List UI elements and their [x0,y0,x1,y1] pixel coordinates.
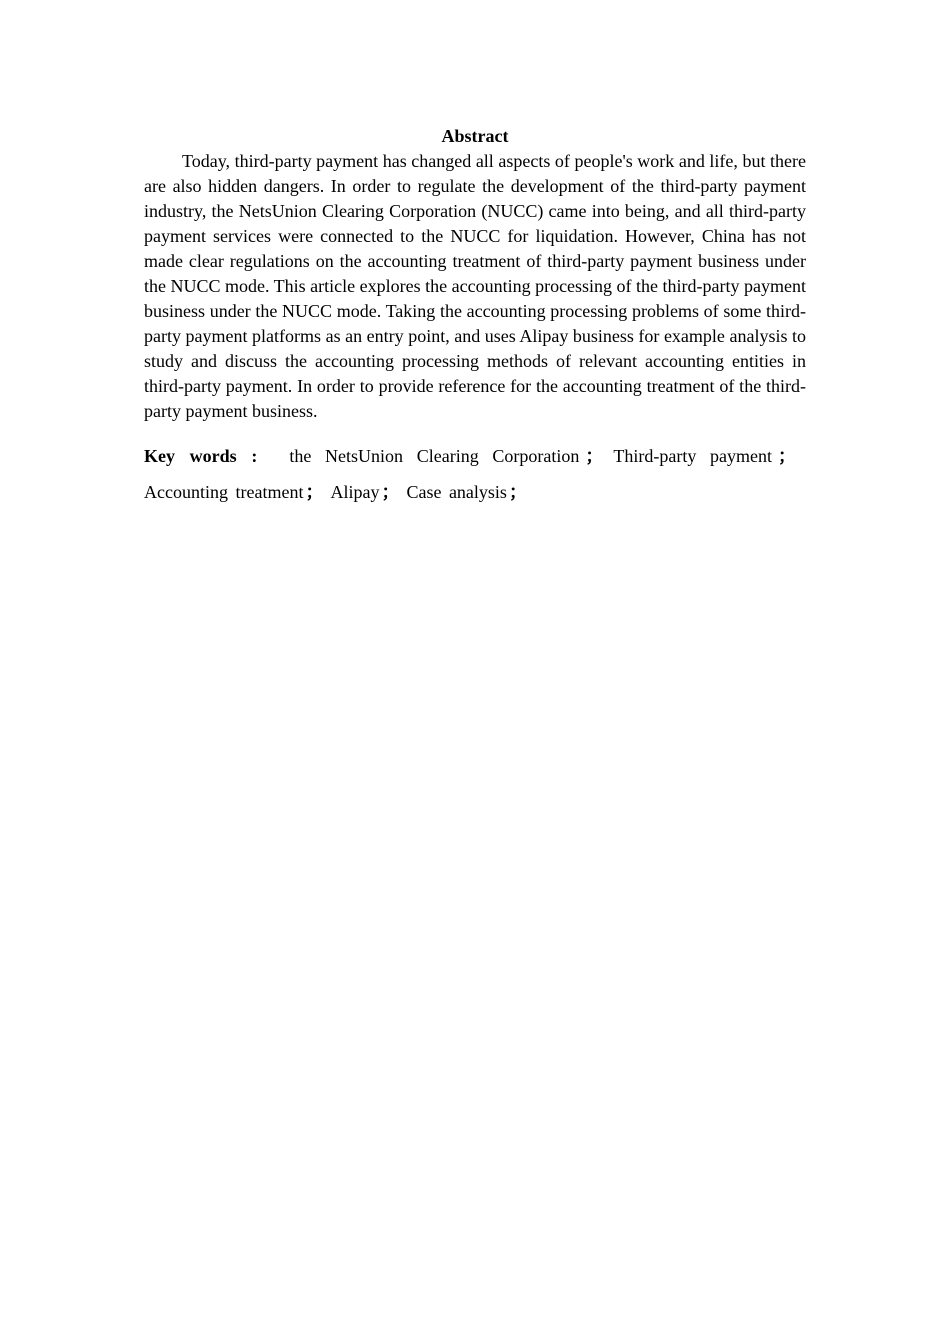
keyword-separator: ； [778,446,796,466]
keyword-separator: ； [305,482,324,502]
keywords-line [144,438,806,510]
keyword-separator: ； [381,482,400,502]
abstract-title: Abstract [441,126,509,146]
keyword-item: Third-party payment [613,446,772,466]
keyword-item: Alipay [330,482,380,502]
keyword-item: the NetsUnion Clearing Corporation [289,446,580,466]
abstract-section [144,124,806,510]
keyword-separator: ； [508,482,527,502]
keyword-item: Accounting treatment [144,482,304,502]
abstract-body: Today, third-party payment has changed all aspects of people's work and life, but there are also hidden dangers. In order to regulate the development of the third-party payment industry, the NetsUnion Clearing Corporation (NUCC) came into being, and all third-party payment services were connected to the NUCC for liquidation. However, China has not made clear regulations on the accounting treatment of third-party payment business under the NUCC mode. This article explores the accounting processing of the third-party payment business under the NUCC mode. Taking the accounting processing problems of some third-party payment platforms as an entry point, and uses Alipay business for example analysis to study and discuss the accounting processing methods of relevant accounting entities in third-party payment. In order to provide reference for the accounting treatment of the third-party payment business. [144,151,806,421]
keyword-item: Case analysis [406,482,507,502]
keyword-separator: ； [585,446,604,466]
keywords-label: Key words : [144,446,258,466]
